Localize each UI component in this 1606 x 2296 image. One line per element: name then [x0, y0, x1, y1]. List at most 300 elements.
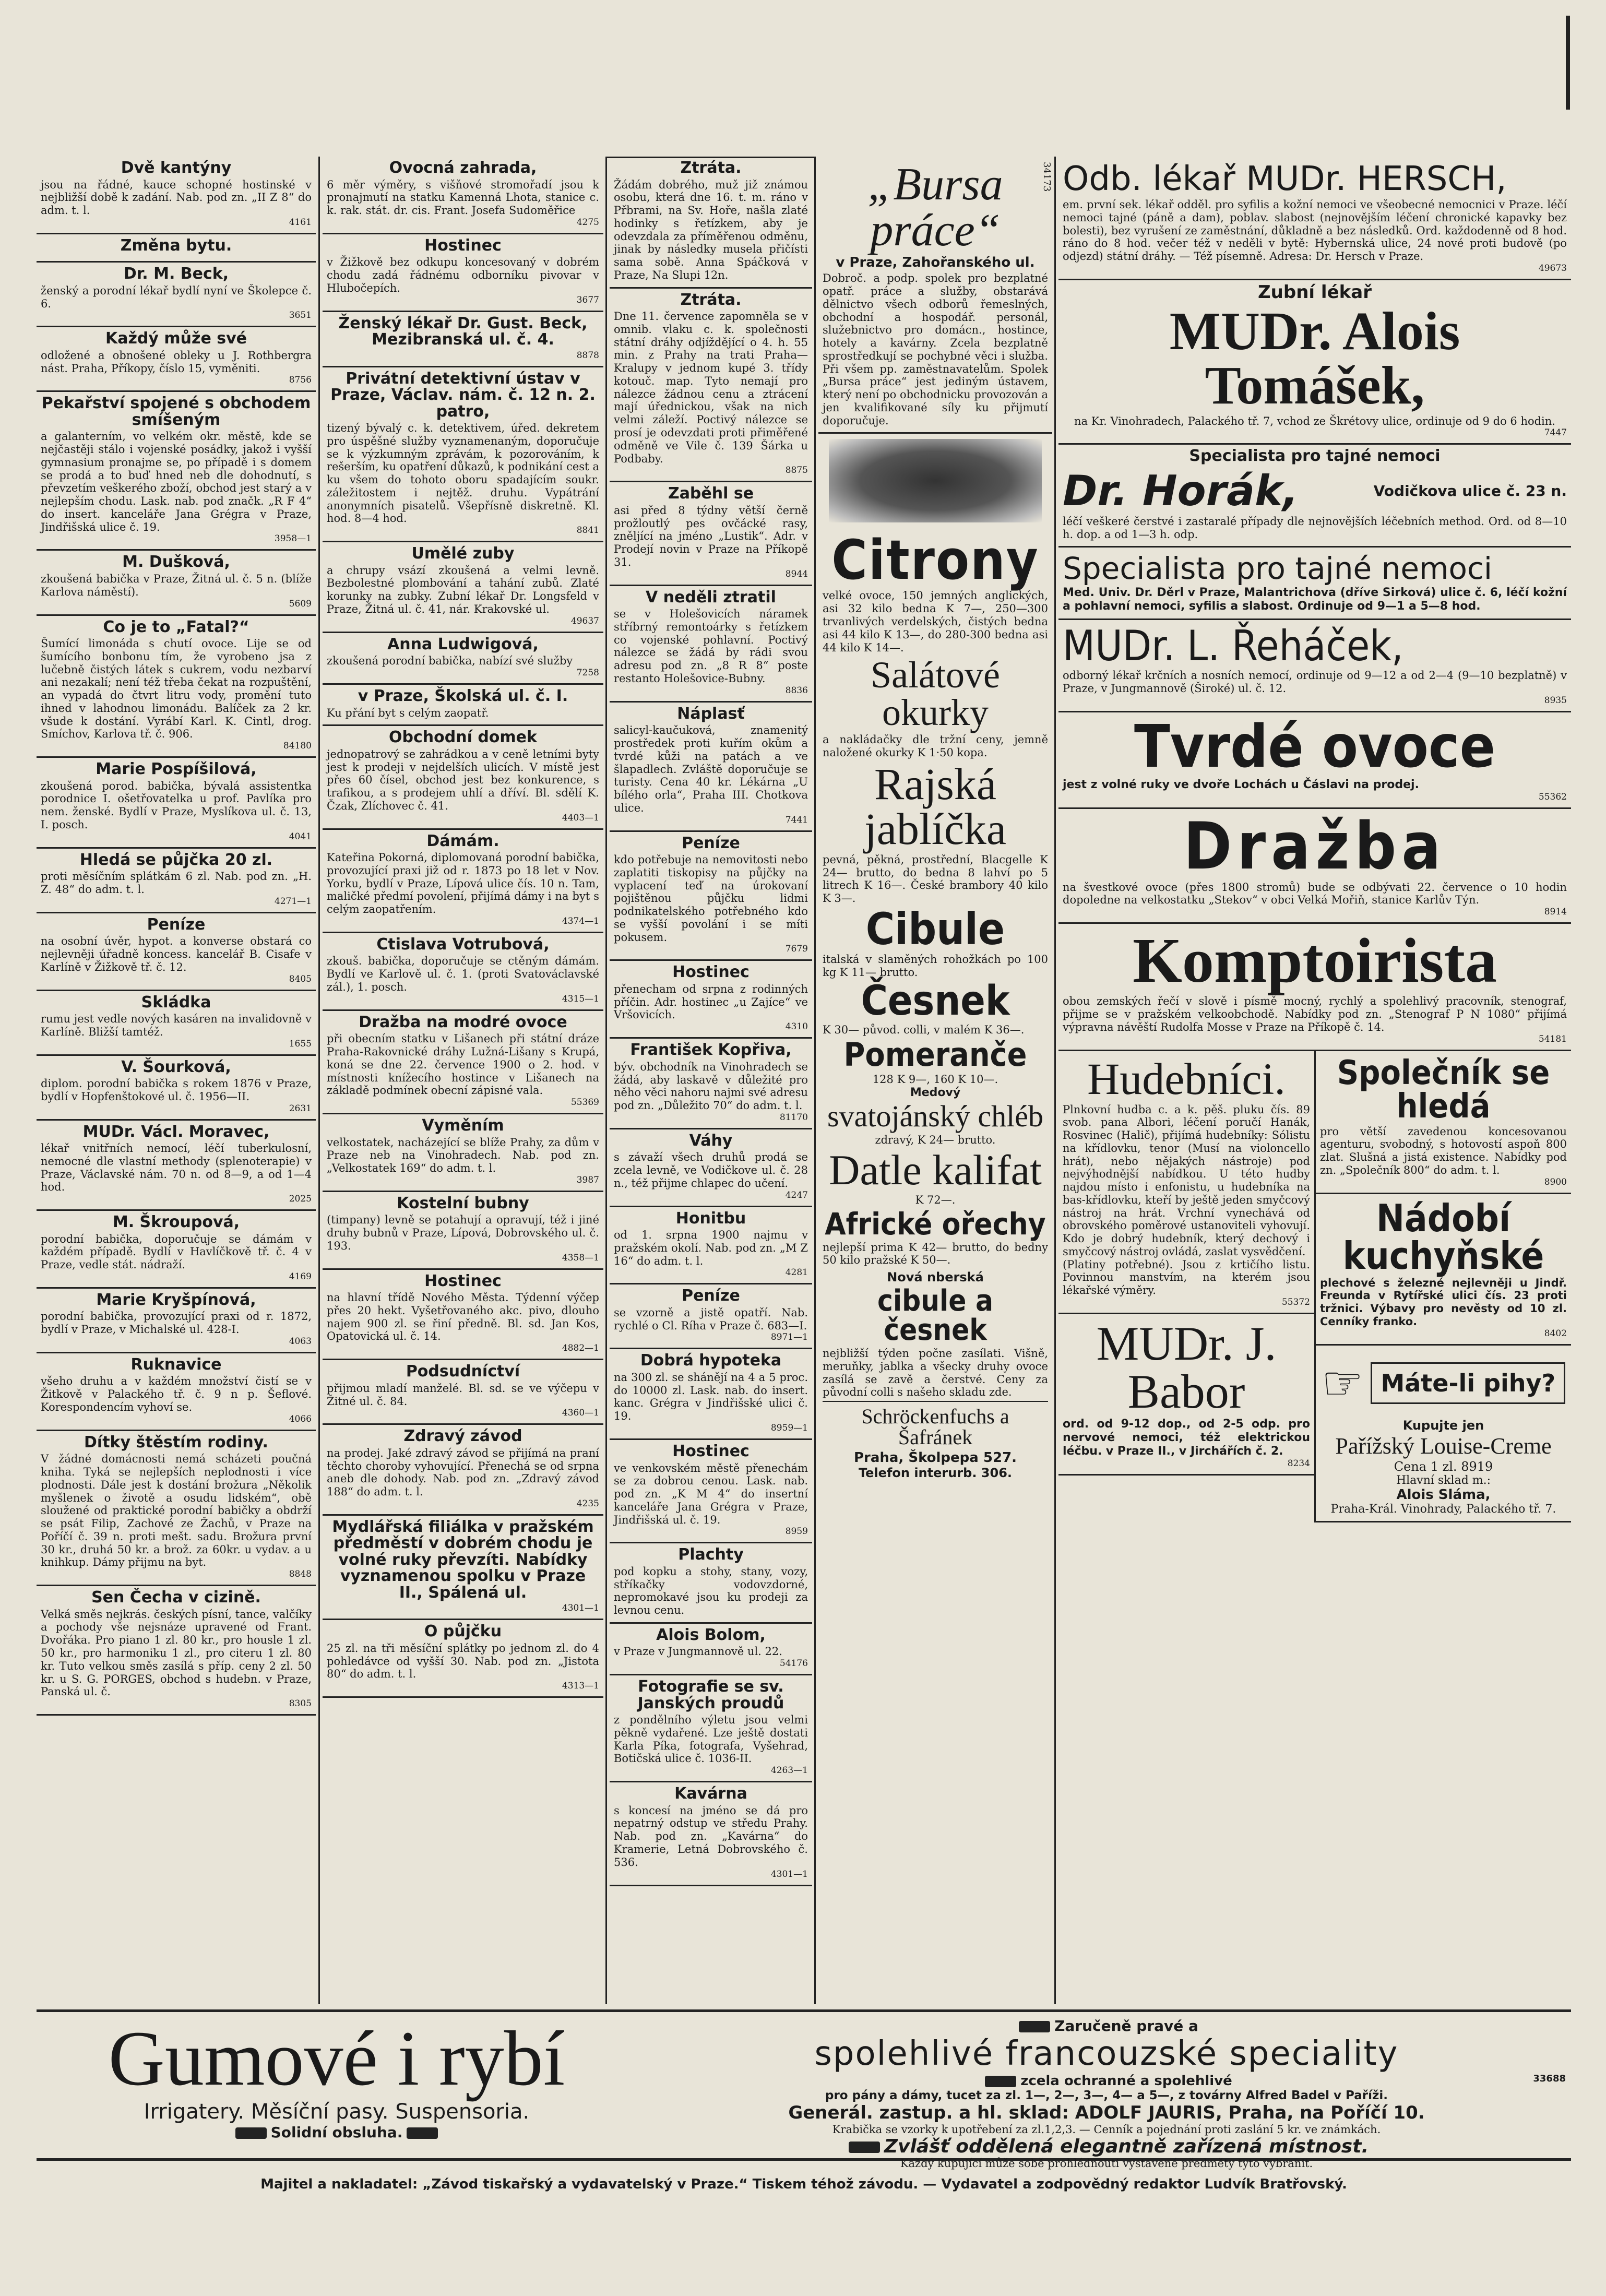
- ad-title: v Praze, Školská ul. č. I.: [358, 687, 568, 706]
- ad-number: 8944: [785, 568, 808, 579]
- tomasek-number: 7447: [1544, 427, 1567, 438]
- line-3: Krabička se vzorky k upotřebení za zl.1,2,3. — Cenník a pojednání proti zaslání 5 kr. ve známkách.: [832, 2123, 1381, 2136]
- cibule2-text: nejbližší týden počne zasílati. Višně, meruňky, jablka a všecky druhy ovoce zasílá se zavě a čerstvé. Ceny za původní colli s našeho skladu zde.: [823, 1347, 1048, 1399]
- ad-text: na osobní úvěr, hypot. a konverse obstará co nejlevněji úřadně koncess. kancelář B. Cisafe v Karlíně v Žižkově tř. č. 12.: [41, 935, 312, 973]
- ad-number: 33688: [1533, 2073, 1566, 2084]
- spolecnik-number: 8900: [1544, 1176, 1567, 1187]
- ad-title: Umělé zuby: [411, 544, 515, 563]
- schrock-telephone: Telefon interurb. 306.: [858, 1466, 1013, 1481]
- hudebnici-text: Plnkovní hudba c. a k. pěš. pluku čís. 89 svob. pana Albori, léčení poručí Hanák, Rosvinec (Halič), přijímá hudebníky: Sólistu na křídlovku, tenor (Musí na violoncello hrát), nebo nějakých nástroje) pod nejvýhodnější nabídkou. U této hudby najdou místo i enfonistu, u hudebníka na bas-křídlovku, kteří by ještě jeden smyčcový nástroj na hrát. Vrchní vynechává od obrovského poměrové ustanoviteli vyhovují. Kdo je dobrý hudebník, který dechový i smyčcový nástroj ovládá, zaslat vysvědčení.: [1063, 1103, 1310, 1258]
- classified-ad: [610, 157, 812, 289]
- citrony-heading: Citrony: [831, 528, 1039, 592]
- tomasek-text: na Kr. Vinohradech, Palackého tř. 7, vchod ze Škrétovy ulice, ordinuje od 9 do 6 hodin.: [1074, 414, 1555, 427]
- derl-title: Specialista pro tajné nemoci: [1063, 551, 1493, 587]
- horak-title: Dr. Horák,: [1063, 466, 1299, 515]
- ad-number: 84180: [283, 741, 312, 752]
- line-4: Zvlášť oddělená elegantně zařízená místnost.: [884, 2136, 1369, 2157]
- cena-number: 8919: [1461, 1459, 1493, 1474]
- ad-horak: [1058, 445, 1571, 548]
- rehacek-number: 8935: [1544, 695, 1567, 706]
- ad-number: 4281: [785, 1267, 808, 1278]
- ad-title: Změna bytu.: [120, 236, 232, 255]
- classified-ad: [37, 551, 316, 615]
- jablicka-text: pevná, pěkná, prostřední, Blacgelle K 24— brutto, do bedna 8 lahví po 5 litrech K 16—. České brambory 40 kilo K 3—.: [823, 853, 1048, 905]
- drazba-number: 8914: [1544, 907, 1567, 918]
- bursa-text: Dobroč. a podp. spolek pro bezplatné opatř. práce a služby, obstarává dělnictvo všech odborů řemeslných, obchodní a hospodář. personál, služebnictvo pro domácn., hostince, hotely a kavárny. Zcela bezplatně sprostředkují se pochybné věci i služba. Při všem pp. zaměstnavatelům. Spolek „Bursa práce“ jest jediným ústavem, který není po obchodnicku provozován a jen kvalifikované síly ku přijmutí doporučuje.: [823, 272, 1048, 427]
- chleb-heading: svatojánský chléb: [827, 1099, 1043, 1133]
- ad-text: se v Holešovicích náramek stříbrný remontoárky s řetízkem co vojenské pohlavní. Poctivý nálezce se žádá by rádi svou adresu pod zn. „8 R 8“ poste restanto Holešovice-Bubny.: [614, 608, 808, 685]
- ad-title: Hostinec: [424, 1271, 502, 1290]
- ad-text: zkoušená porodní babička, nabízí své služby: [327, 655, 573, 668]
- ad-number: 8305: [289, 1698, 312, 1709]
- ad-text: odložené a obnošené obleky u J. Rothbergra nást. Praha, Příkopy, číslo 15, vyměniti.: [41, 349, 312, 375]
- ad-title: MUDr. Václ. Moravec,: [82, 1122, 270, 1141]
- ad-text: a galanterním, vo velkém okr. městě, kde se nejčastěji stálo i vojenské posádky, jakož i vyšší gymnasium pronajme se, po případě i s domem se prodá a to buď hned neb dle dohodnutí, s převzetím veškerého zboží, obchod jest starý a v nejlepším chodu. Lask. nab. pod značk. „R F 4“ do insert. kanceláře Jana Grégra v Praze, Jindřišská ulice č. 19.: [41, 430, 312, 533]
- tomasek-title: MUDr. Alois Tomášek,: [1169, 301, 1460, 415]
- spolecnik-heading: Společník se hledá: [1337, 1053, 1550, 1126]
- ad-text: porodní babička, doporučuje se dámám v každém případě. Bydlí v Havlíčkově tř. č. 4 v Praze, vedle stát. nádraží.: [41, 1232, 312, 1271]
- ad-title: Peníze: [682, 1287, 740, 1305]
- hand-icon: [985, 2076, 1016, 2087]
- ad-number: 3651: [289, 310, 312, 321]
- ad-title: Dvě kantýny: [121, 159, 232, 177]
- ad-louise-creme: [1316, 1346, 1571, 1522]
- ad-text: Ku přání byt s celým zaopatř.: [327, 706, 489, 719]
- classified-ad: [323, 1425, 603, 1516]
- ad-title: Plachty: [678, 1545, 744, 1564]
- column-rule: [1054, 157, 1056, 2004]
- babor-title: MUDr. J. Babor: [1096, 1317, 1277, 1419]
- ad-title: O půjčku: [424, 1622, 502, 1641]
- ad-text: lékař vnitřních nemocí, léčí tuberkulosní, nemocné dle vlastní methody (splenoterapie) v Praze, Václavské nám. 70 n. od 8—9, a od 1—4 hod.: [41, 1142, 312, 1194]
- ad-number: 4301—1: [562, 1603, 599, 1614]
- newspaper-page: [37, 157, 1571, 2140]
- cibule2-heading: cibule a česnek: [877, 1284, 993, 1348]
- ad-text: přenecham od srpna z rodinných příčin. Adr. hostinec „u Zajíce“ ve Vršovicích.: [614, 982, 808, 1021]
- classified-ad: [37, 1211, 316, 1289]
- rehacek-text: odborný lékař krčních a nosních nemocí, ordinuje od 9—12 a od 2—4 (9—10 bezplatně) v Praze, v Jungmannově (Široké) ul. č. 12.: [1063, 669, 1567, 695]
- ad-number: 4247: [785, 1189, 808, 1200]
- ad-title: Zaběhl se: [668, 484, 754, 503]
- ad-number: 49637: [570, 615, 599, 626]
- slama-address: Praha-Král. Vinohrady, Palackého tř. 7.: [1330, 1502, 1556, 1516]
- classified-ad: [610, 1675, 812, 1782]
- line-2: Generál. zastup. a hl. sklad: ADOLF JAURIS, Praha, na Poříčí 10.: [788, 2102, 1425, 2123]
- ad-number: 8756: [289, 375, 312, 386]
- ad-text: asi před 8 týdny větší černě prožloutlý pes ovčácké rasy, zněljící na jméno „Lustik“. Adr. v Prodejí novin v Praze na Příkopě 31.: [614, 504, 808, 568]
- ad-title: Hostinec: [672, 963, 750, 982]
- ad-text: pod kopku a stohy, stany, vozy, stříkačky vodovzdorné, nepromokavé jsou ku prodeji za levnou cenu.: [614, 1565, 808, 1617]
- classified-ad: [323, 1192, 603, 1270]
- ad-number: 4263—1: [770, 1765, 808, 1776]
- ad-tvrde-ovoce: [1058, 712, 1571, 809]
- drazba-heading: Dražba: [1183, 808, 1446, 884]
- ad-title: Ženský lékař Dr. Gust. Beck, Mezibranská ul. č. 4.: [338, 314, 588, 349]
- orechy-heading: Africké ořechy: [825, 1206, 1046, 1242]
- classified-ad: [37, 849, 316, 913]
- schrock-address: Praha, Školpepa 527.: [853, 1450, 1017, 1466]
- ad-text: 6 měr výměry, s višňové stromořadí jsou k pronajmutí na statku Kamenná Lhota, stanice c. k. rak. stát. dr. cis. Frant. Josefa Sudoměřice: [327, 178, 599, 217]
- classified-ad: [37, 1586, 316, 1716]
- schrock-heading: Schröckenfuchs a Šafránek: [823, 1401, 1048, 1448]
- ad-rehacek: [1058, 620, 1571, 712]
- col5-left: [1058, 1051, 1316, 1522]
- hersch-text: em. první sek. lékař odděl. pro syfilis a kožní nemoci ve všeobecné nemocnici v Praze. léčí nemoci tajné (páně a dam), poblav. slabost (nejnovějším léčení chronické kapavky bez bolesti), bez vyrušení ze zaměstnání, důkladně a bez následků. Ord. každodenně od 8 hod. ráno do 8 hod. večer též v neděli v bytě: Hybernská ulice, 24 nové proti budově (po odjezd) státní dráhy. — Též písemně. Adresa: Dr. Hersch v Praze.: [1063, 198, 1567, 263]
- ad-number: 4066: [289, 1413, 312, 1424]
- ad-title: Obchodní domek: [389, 728, 537, 747]
- classified-ad: [610, 1440, 812, 1543]
- classified-ad: [37, 1121, 316, 1211]
- ad-spolecnik: [1316, 1051, 1571, 1194]
- ad-title: Peníze: [147, 915, 206, 934]
- gumove-right: [647, 2017, 1566, 2170]
- ad-number: 4882—1: [562, 1343, 599, 1354]
- ad-text: zkoušená babička v Praze, Žitná ul. č. 5 n. (blíže Karlova náměstí).: [41, 572, 312, 598]
- ad-number: 2025: [289, 1194, 312, 1205]
- ad-text: porodní babička, provozující praxi od r. 1872, bydlí v Praze, v Michalské ul. 428-I.: [41, 1310, 312, 1336]
- ad-number: 4235: [576, 1498, 599, 1509]
- classified-ad: [610, 961, 812, 1039]
- babor-number: 8234: [1287, 1458, 1310, 1469]
- nadobi-text: plechové s železné nejlevněji u Jindř. Freunda v Rytířské ulici čís. 23 proti tržnici. Výbavy pro nevěsty od 10 zl. Cenníky franko.: [1320, 1276, 1567, 1328]
- classified-ad: [610, 1129, 812, 1207]
- nadobi-number: 8402: [1544, 1328, 1567, 1339]
- ad-number: 4271—1: [274, 896, 312, 907]
- pomerance-heading: Pomeranče: [843, 1036, 1027, 1074]
- horak-subhead: Specialista pro tajné nemoci: [1189, 447, 1441, 466]
- datle-heading: Datle kalifat: [829, 1146, 1042, 1194]
- ad-title: Honitbu: [675, 1209, 746, 1228]
- classified-ad: [37, 234, 316, 263]
- ad-text: od 1. srpna 1900 najmu v pražském okolí. Nab. pod zn. „M Z 16“ do adm. t. l.: [614, 1229, 808, 1267]
- ad-text: v Žižkově bez odkupu koncesovaný v dobrém chodu zadá řádnému odborníku pivovar v Hlubočepích.: [327, 256, 599, 294]
- ad-number: 4041: [289, 831, 312, 842]
- ad-title: Ztráta.: [680, 159, 742, 177]
- classified-ad: [37, 263, 316, 327]
- classified-ad: [37, 392, 316, 551]
- line-5: Každý kupující může sobě prohlédnouti vystavené předměty tyto vybranit.: [900, 2157, 1313, 2170]
- derl-text: Med. Univ. Dr. Děrl v Praze, Malantrichova (dříve Sirková) ulice č. 6, léčí kožní a pohlavní nemoci, syfilis a slabost. Ordinuje od 9—1 a 5—8 hod.: [1063, 586, 1567, 613]
- ad-title: Zdravý závod: [403, 1427, 522, 1446]
- ad-number: 55369: [570, 1097, 599, 1108]
- zaruceni-text: Zaručeně pravé a: [1054, 2017, 1198, 2035]
- ad-title: František Kopřiva,: [630, 1041, 792, 1060]
- cena-label: Cena 1 zl.: [1394, 1459, 1457, 1474]
- hudebnici-number: 55372: [1281, 1297, 1310, 1308]
- classified-ad: [37, 991, 316, 1056]
- classified-ad: [37, 1289, 316, 1353]
- ad-text: na 300 zl. se shánějí na 4 a 5 proc. do 10000 zl. Lask. nab. do insert. kanc. Grégra v Jindřišské ulici č. 19.: [614, 1371, 808, 1423]
- ad-title: Privátní detektivní ústav v Praze, Václav. nám. č. 12 n. 2. patro,: [330, 369, 596, 421]
- classified-ad: [610, 832, 812, 961]
- ad-text: a chrupy vsází zkoušená a velmi levně. Bezbolestné plombování a tahání zubů. Zlaté korunky na zubky. Zubní lékař Dr. Longsfeld v Praze, Žitná ul. č. 41, nár. Krakovské ul.: [327, 564, 599, 616]
- ad-title: Hostinec: [672, 1442, 750, 1460]
- classified-ad: [323, 542, 603, 633]
- ad-title: Fotografie se sv. Janských proudů: [637, 1678, 784, 1712]
- ad-number: 4301—1: [770, 1869, 808, 1879]
- ad-text: ženský a porodní lékař bydlí nyní ve Školepce č. 6.: [41, 284, 312, 310]
- ad-number: 4161: [289, 217, 312, 228]
- column-1: [37, 157, 316, 2004]
- ad-title: Marie Pospíšilová,: [96, 760, 257, 779]
- ad-text: diplom. porodní babička s rokem 1876 v Praze, bydlí v Hopfenštokové ul. č. 1956—II.: [41, 1077, 312, 1103]
- ad-number: 8836: [785, 685, 808, 696]
- ad-text: Kateřina Pokorná, diplomovaná porodní babička, provozující praxi již od r. 1873 po 18 let v Nov. Yorku, bydlí v Praze, Lípová ulice čís. 10 n. Tam, maličké předmí povolení, přijímá dámy i na byt s celým zaopatřením.: [327, 851, 599, 916]
- ad-number: 7441: [785, 814, 808, 825]
- ad-babor: [1058, 1314, 1314, 1476]
- ad-text: Dne 11. července zapomněla se v omnib. vlaku c. k. společnosti státní dráhy odjíždějící o 4. h. 55 min. z Prahy na trati Praha—Kralupy v jednom kupé 3. třídy kotouč. map. Tyto nemají pro nálezce žádnou cenu a ztrácení mají úřednickou, však na nich velmi záleží. Poctivý nálezce se prosí je odevzdati proti přiměřené odměně ve Vile č. 139 Šárka u Podbaby.: [614, 310, 808, 465]
- ad-number: 4360—1: [562, 1408, 599, 1419]
- ad-text: býv. obchodník na Vinohradech se žádá, aby laskavě v důležité pro něho věci nahoru najmi své adresu pod zn. „Důležito 70“ do adm. t. l.: [614, 1060, 808, 1112]
- ad-text: 25 zl. na tři měsíční splátky po jednom zl. do 4 pohledávce od vyšší 30. Nab. pod zn. „Jistota 80“ do adm. t. l.: [327, 1641, 599, 1681]
- split-section: [1058, 1051, 1571, 1522]
- ad-title: Dr. M. Beck,: [123, 265, 229, 283]
- cibule-heading: Cibule: [865, 903, 1005, 955]
- ad-title: Anna Ludwigová,: [387, 635, 539, 653]
- ad-number: 4063: [289, 1336, 312, 1347]
- classified-ad: [37, 1431, 316, 1586]
- classified-ad: [610, 1543, 812, 1624]
- column-rule: [318, 157, 320, 2004]
- nadobi-heading: Nádobí kuchyňské: [1342, 1196, 1544, 1278]
- ad-text: s koncesí na jméno se dá pro nepatrný odstup ve středu Prahy. Nab. pod zn. „Kavárna“ do Kramerie, Letná Dobrovského č. 536.: [614, 1804, 808, 1869]
- hlavni-sklad: Hlavní sklad m.:: [1396, 1473, 1491, 1487]
- ad-gumove: [37, 2009, 1571, 2170]
- bursa-head: v Praze, Zahořanského ul.: [836, 255, 1035, 270]
- ad-title: Alois Bolom,: [656, 1625, 766, 1644]
- pomerance-text: 128 K 9—, 160 K 10—.: [872, 1073, 998, 1086]
- column-3: [610, 157, 812, 2004]
- ad-komptoirista: [1058, 924, 1571, 1051]
- classified-ad: [323, 933, 603, 1011]
- ad-number: 4358—1: [562, 1252, 599, 1263]
- ad-title: Ctislava Votrubová,: [376, 935, 550, 954]
- ad-number: 4310: [785, 1021, 808, 1032]
- ad-produce: [818, 528, 1052, 1485]
- ad-text: proti měsíčním splátkám 6 zl. Nab. pod zn. „H. Z. 48“ do adm. t. l.: [41, 870, 312, 896]
- classified-ad: [37, 758, 316, 849]
- spolehlive-heading: spolehlivé francouzské speciality: [814, 2035, 1399, 2073]
- ad-text: V žádné domácnosti nemá scházeti poučná kniha. Tyká se nejlepších neplodnosti i více plodnosti. Dále jest k dostání brožura „Několik myšlenek o životě a osudu lidském“, obě sloužené od praktické porodní babičky a obdrží se psát Filip, Zachové ze Žachů, v Praze na Poříčí č. 39 n. proti mešt. sadu. Brožura první 30 kr., druhá 50 kr. a brož. za 60kr. u vydav. a u knihkup. Dámy přijmu na byt.: [41, 1453, 312, 1569]
- ornament-band: [829, 439, 1042, 522]
- classified-ad: [323, 234, 603, 312]
- classified-ad: [610, 586, 812, 703]
- ad-tomasek: [1058, 280, 1571, 445]
- ad-number: 8405: [289, 973, 312, 984]
- datle-text: K 72—.: [915, 1193, 956, 1206]
- classified-ad: [610, 1207, 812, 1285]
- ad-number: 3677: [576, 294, 599, 305]
- ad-text: jsou na řádné, kauce schopné hostinské v nejbližší době k zadání. Nab. pod zn. „II Z 8“ do adm. t. l.: [41, 178, 312, 217]
- hand-icon: [235, 2127, 267, 2139]
- line-1: pro pány a dámy, tucet za zl. 1—, 2—, 3—, 4— a 5—, z továrny Alfred Badel v Paříži.: [825, 2089, 1388, 2102]
- rehacek-title: MUDr. L. Řeháček,: [1063, 622, 1403, 671]
- ad-number: 1655: [289, 1038, 312, 1049]
- ad-text: zkoušená porod. babička, bývalá assistentka porodnice I. ošetřovatelka u prof. Pavlíka pro nem. ženské. Bydlí v Praze, Myslíkova ul. č. 13, I. posch.: [41, 779, 312, 831]
- ad-text: se vzorně a jistě opatří. Nab. rychlé o Cl. Ríha v Praze č. 683—I.: [614, 1306, 808, 1332]
- classified-ad: [323, 1360, 603, 1425]
- hand-icon: [849, 2142, 880, 2153]
- ad-title: Dámám.: [426, 831, 499, 850]
- ad-title: Vyměním: [422, 1116, 504, 1135]
- col5-right: [1316, 1051, 1571, 1522]
- chleb-text: zdravý, K 24— brutto.: [875, 1133, 996, 1146]
- ad-nadobi: [1316, 1194, 1571, 1346]
- classified-ad: [323, 685, 603, 726]
- ad-text: salicyl-kaučuková, znamenitý prostředek proti kuřím okům a tvrdé kůži na patách a ve šlapadlech. Zvláště doporučuje se turisty. Cena 40 kr. Lékárna „U bílého orla“, Praha III. Chotkova ulice.: [614, 724, 808, 814]
- classified-ad: [323, 312, 603, 367]
- ad-title: Ovocná zahrada,: [389, 159, 537, 177]
- classified-ad: [610, 1039, 812, 1129]
- cibule-text: italská v slaměných rohožkách po 100 kg K 11— brutto.: [823, 953, 1048, 979]
- nova-subhead: Nová nberská: [887, 1270, 984, 1285]
- okurky-text: a nakládačky dle tržní ceny, jemně naložené okurky K 1·50 kopa.: [823, 733, 1048, 759]
- ad-number: 8959: [785, 1526, 808, 1537]
- tvrde-text: jest z volné ruky ve dvoře Lochách u Čáslavi na prodej.: [1063, 778, 1419, 791]
- classified-ad: [323, 1516, 603, 1621]
- tvrde-heading: Tvrdé ovoce: [1134, 712, 1495, 781]
- gumove-left: [42, 2017, 632, 2141]
- ad-number: 4374—1: [562, 915, 599, 926]
- classified-ad: [37, 1353, 316, 1431]
- ad-text: Žádám dobrého, muž již známou osobu, která dne 16. t. m. ráno v Přbrami, na Sv. Hoře, našla zlaté hodinky s řetízkem, aby je odevzdala za příměřenou odměnu, jinak by následky musela přičísti sama sobě. Anna Spáčková v Praze, Na Slupi 12n.: [614, 178, 808, 281]
- orechy-text: nejlepší prima K 42— brutto, do bedny 50 kilo pražské K 50—.: [823, 1241, 1048, 1267]
- ad-title: V neděli ztratil: [646, 588, 776, 606]
- ad-title: Každý může své: [105, 329, 247, 348]
- classified-ad: [37, 157, 316, 234]
- gumove-subtext: Irrigatery. Měsíční pasy. Suspensoria.: [144, 2100, 530, 2124]
- citrony-text: velké ovoce, 150 jemných anglických, asi 32 kilo bedna K 7—, 250—300 trvanlivých verdelských, čistých bedna asi 44 kilo K 13—, do 280-300 bedna asi 44 kilo K 14—.: [823, 589, 1048, 654]
- ad-title: Skládka: [141, 993, 211, 1012]
- ad-title: Dítky štěstím rodiny.: [84, 1433, 268, 1452]
- gumove-heading: Gumové i rybí: [108, 2015, 565, 2102]
- bursa-title: „Bursa práce“: [867, 159, 1003, 256]
- ad-text: velkostatek, nacházející se blíže Prahy, za dům v Praze neb na Vinohradech. Nab. pod zn. „Velkostatek 169“ do adm. t. l.: [327, 1136, 599, 1175]
- ad-drazba: [1058, 809, 1571, 924]
- ad-number: 54176: [779, 1658, 808, 1669]
- ad-text: kdo potřebuje na nemovitosti nebo zaplatiti tiskopisy na půjčky na vyplacení teď na úrokovaní pojištěnou půjčku lidmi podnikatelského potřebného kdo se vyšší povolání i se míti pokusem.: [614, 853, 808, 944]
- column-5: [1058, 157, 1571, 2004]
- ad-number: 4313—1: [562, 1681, 599, 1692]
- bursa-number: 34173: [1041, 162, 1052, 192]
- hudebnici-heading: Hudebníci.: [1087, 1053, 1286, 1104]
- drazba-text: na švestkové ovoce (přes 1800 stromů) bude se odbývati 22. července o 10 hodin dopoledne na velkostatku „Stekov“ v obci Velká Mořiň, stanice Karlův Týn.: [1063, 881, 1567, 907]
- ad-text: z pondělního výletu jsou velmi pěkně vydařené. Lze ještě dostati Karla Píka, fotografa, Vyšehrad, Botičská ulice č. 1036-II.: [614, 1714, 808, 1765]
- komptoirista-number: 54181: [1538, 1033, 1567, 1044]
- ad-text: Velká směs nejkrás. českých písní, tance, valčíky a pochody vše nejsnáze upravené od Frant. Dvořáka. Pro piano 1 zl. 80 kr., pro housle 1 zl. 50 kr., pro harmoniku 1 zl., pro citeru 1 zl. 80 kr. Tuto velkou směs zasílá s příp. ceny 2 zl. 50 kr. u S. G. PORGES, obchod s hudebn. v Praze, Panská ul. č.: [41, 1608, 312, 1698]
- ad-hersch: [1058, 157, 1571, 280]
- ad-title: Sen Čecha v cizině.: [91, 1588, 261, 1607]
- ad-text: ve venkovském městě přenechám se za dobrou cenou. Lask. nab. pod zn. „K M 4“ do insertní kanceláře Jana Grégra v Praze, Jindřišská ul. č. 19.: [614, 1461, 808, 1526]
- classified-ad: [323, 367, 603, 543]
- ad-title: Hledá se půjčka 20 zl.: [79, 850, 273, 869]
- column-rule: [605, 157, 607, 2004]
- ad-text: zkouš. babička, doporučuje se ctěným dámám. Bydlí ve Karlově ul. č. 1. (proti Svatováclavské zál.), 1. posch.: [327, 955, 599, 993]
- ad-text: Šumící limonáda s chutí ovoce. Lije se od šumícího bonbonu tím, že vyrobeno jsa z lučebně čistých látek s cukrem, vodu nezbarví ani nezakalí; není též třeba čekat na rozpuštění, an vypadá do čtvrt litru vody, promění tuto ihned v lahodnou limonádu. Balíček za 2 kr. všude k dostání. Vyrábí Karl. K. Cintl, drog. Smíchov, Karlova tř. č. 906.: [41, 637, 312, 741]
- ad-number: 4315—1: [562, 993, 599, 1004]
- classified-ad: [37, 1056, 316, 1121]
- horak-address: Vodičkova ulice č. 23 n.: [1373, 482, 1567, 499]
- classified-ad: [323, 633, 603, 685]
- ad-number: 81170: [779, 1112, 808, 1123]
- ad-title: Mydlářská filiálka v pražském předměstí v dobrém chodu je volné ruky převzíti. Nabídky vyznamenou spolku v Praze II., Spálená ul.: [332, 1517, 594, 1602]
- ad-title: Peníze: [682, 834, 740, 852]
- ad-text: (timpany) levně se potahují a opravují, též i jiné druhy bubnů v Praze, Lípová, Dobrovského ul. č. 193.: [327, 1214, 599, 1252]
- ad-title: Váhy: [689, 1131, 733, 1150]
- cesnek-heading: Česnek: [861, 978, 1010, 1025]
- hand-icon: [1019, 2021, 1050, 2032]
- pointing-hand-icon: ☞: [1321, 1355, 1364, 1411]
- classified-ad: [323, 157, 603, 234]
- ad-number: 5609: [289, 598, 312, 609]
- ad-number: 3987: [576, 1174, 599, 1185]
- hand-icon: [407, 2127, 438, 2139]
- ad-text: na prodej. Jaké zdravý závod se přijímá na praní těchto choroby vyhovující. Přenechá se od srpna aneb dle dohody. Nab. pod zn. „Zdravý závod 188“ do adm. t. l.: [327, 1446, 599, 1498]
- solidni-text: Solidní obsluha.: [270, 2124, 403, 2141]
- ad-number: 4169: [289, 1271, 312, 1282]
- ad-text: při obecním statku v Lišanech při státní dráze Praha-Rakovnické dráhy Lužná-Lišany s Krupá, koná se dne 22. července 1900 o 2. hod. v místnosti knížecího hostince v Lišanech na základě podmínek obecní zápisné vala.: [327, 1032, 599, 1097]
- ad-title: Dobrá hypoteka: [640, 1351, 782, 1370]
- ad-text: jednopatrový se zahrádkou a v ceně letními byty jest k prodeji v nejdelších ulicích. V místě jest přes 60 čísel, obchod jest bez konkurence, s trafikou, a s prodejem uhlí a dříví. Bl. sdělí K. Čzak, Zlíchovec č. 41.: [327, 747, 599, 812]
- zcela-text: zcela ochranné a spolehlivé: [1020, 2073, 1232, 2089]
- ad-number: 7258: [576, 668, 599, 679]
- ad-number: 8841: [576, 525, 599, 536]
- spolecnik-text: pro větší zavedenou koncesovanou agenturu, svobodný, s hotovostí aspoň 800 zlat. Slušná a jistá existence. Nabídky pod zn. „Společník 800“ do adm. t. l.: [1320, 1125, 1567, 1176]
- hersch-number: 49673: [1538, 263, 1567, 273]
- ad-number: 8959—1: [770, 1423, 808, 1433]
- ad-title: Pekařství spojené s obchodem smíšeným: [41, 394, 311, 429]
- classified-ad: [323, 1270, 603, 1361]
- ad-number: 7679: [785, 944, 808, 955]
- ad-text: rumu jest vedle nových kasáren na invalidovně v Karlíně. Bližší tamtéž.: [41, 1013, 312, 1038]
- louise-heading: Pařížský Louise-Creme: [1335, 1433, 1552, 1459]
- classified-ad: [323, 726, 603, 829]
- ad-title: Dražba na modré ovoce: [359, 1013, 567, 1031]
- ad-number: 8878: [576, 350, 599, 361]
- horak-text: léčí veškeré čerstvé i zastaralé případy dle nejnovějších léčebních method. Ord. od 8—10 h. dop. a od 1—3 h. odp.: [1063, 515, 1567, 541]
- ad-title: Náplasť: [677, 704, 745, 723]
- classified-ad: [610, 289, 812, 483]
- classified-ad: [323, 1011, 603, 1114]
- ad-text: v Praze v Jungmannově ul. 22.: [614, 1645, 782, 1658]
- tvrde-number: 55362: [1538, 791, 1567, 802]
- footer-imprint: Majitel a nakladatel: „Závod tiskařský a vydavatelský v Praze.“ Tiskem téhož závodu. — Vydavatel a zodpovědný redaktor Ludvík Bratřovský.: [260, 2176, 1347, 2192]
- ad-title: Podsudníctví: [406, 1362, 520, 1381]
- ad-title: Marie Kryšpínová,: [96, 1290, 256, 1309]
- ad-title: Ztráta.: [680, 290, 742, 309]
- ad-text: s závaží všech druhů prodá se zcela levně, ve Vodičkove ul. č. 28 n., též přijme chlapec do učení.: [614, 1151, 808, 1189]
- ad-hudebnici: [1058, 1051, 1314, 1314]
- classified-ad: [323, 1114, 603, 1192]
- column-4: [818, 157, 1052, 2004]
- pihy-heading: Máte-li pihy?: [1371, 1362, 1565, 1404]
- ad-text: všeho druhu a v každém množství čistí se v Žitkově v Palackého tř. č. 9 n p. Šeflové. Korespondencím vyhoví se.: [41, 1375, 312, 1414]
- ad-title: Hostinec: [424, 236, 502, 255]
- babor-text: ord. od 9-12 dop., od 2-5 odp. pro nervové nemoci, též elektrickou léčbu. v Praze II., v Jirchářích č. 2.: [1063, 1418, 1310, 1458]
- ad-number: 8875: [785, 465, 808, 476]
- ad-title: Kostelní bubny: [397, 1194, 529, 1212]
- ad-bursa: [818, 157, 1052, 434]
- komptoirista-heading: Komptoirista: [1132, 925, 1497, 996]
- ad-text: tizený bývalý c. k. detektivem, úřed. dekretem pro úspěšné služby vyznamenaným, doporučuje se k výzkumným zprávám, k pozorováním, k rešerším, ku opatření důkazů, k podnikání cest a ku všem do tohoto oboru spadajícím soukr. záležitostem i nejtěž. druhu. Vypátrání anonymních pisatelů. Všepřísně diskretně. Kl. hod. 8—4 hod.: [327, 422, 599, 525]
- classified-ad: [37, 913, 316, 991]
- hersch-title: Odb. lékař MUDr. HERSCH,: [1063, 160, 1507, 198]
- classified-ad: [610, 1349, 812, 1440]
- classified-ad: [610, 1624, 812, 1675]
- ad-title: M. Škroupová,: [112, 1213, 240, 1232]
- ad-number: 3958—1: [274, 533, 312, 544]
- cesnek-text: K 30— původ. colli, v malém K 36—.: [823, 1024, 1025, 1037]
